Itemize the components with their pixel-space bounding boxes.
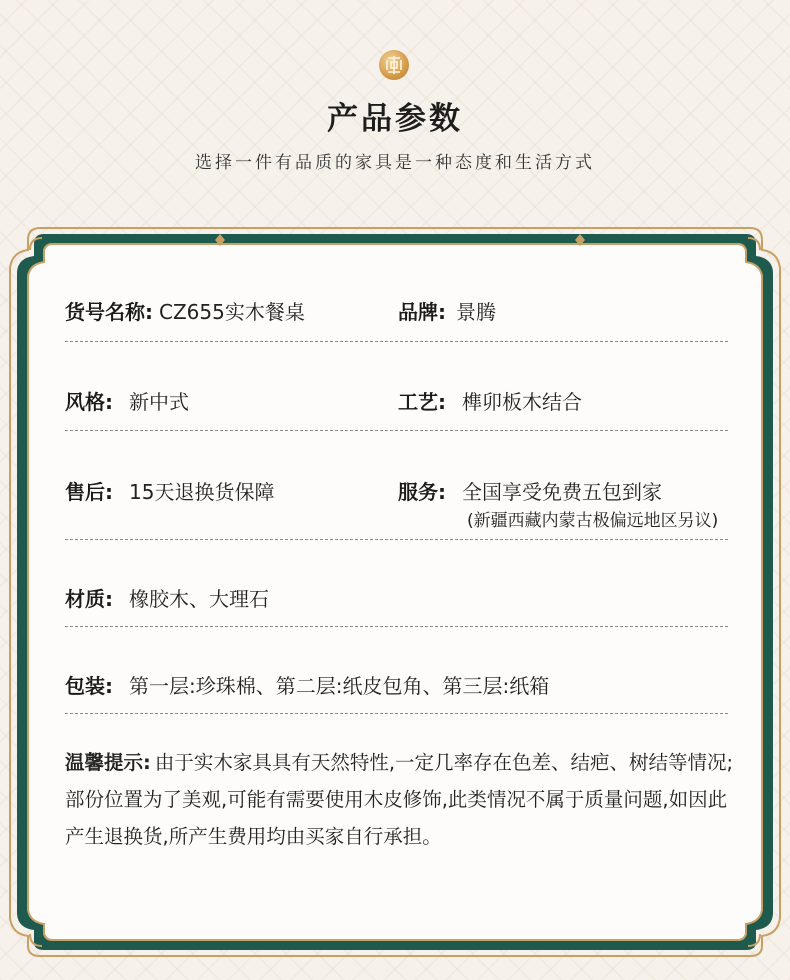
spec-material [65,583,269,612]
spec-label: 材质: [65,587,113,611]
spec-row [65,573,728,627]
spec-row [65,286,728,342]
spec-service-note: (新疆西藏内蒙古极偏远地区另议) [467,511,719,531]
spec-row [65,465,728,540]
spec-value: 新中式 [129,390,189,414]
spec-after-sales [65,476,274,505]
spec-value: 15天退换货保障 [129,480,275,504]
spec-label: 品牌: [398,300,446,324]
page-subtitle: 选择一件有品质的家具是一种态度和生活方式 [195,153,595,173]
spec-value: CZ655实木餐桌 [159,300,305,324]
spec-label: 售后: [65,480,113,504]
spec-row [65,660,728,714]
notice-label: 温馨提示: [65,751,151,774]
spec-brand [398,296,496,325]
spec-style [65,386,189,415]
spec-label: 风格: [65,390,113,414]
spec-row [65,376,728,431]
spec-value: 全国享受免费五包到家 [462,480,662,504]
spec-label: 服务: [398,480,446,504]
spec-packaging [65,670,549,699]
spec-service [398,476,662,505]
spec-item-no [65,296,305,325]
spec-value: 榫卯板木结合 [462,390,582,414]
page-title: 产品参数 [327,101,463,137]
spec-label: 货号名称: [65,300,153,324]
warm-notice [65,744,735,855]
spec-value: 第一层:珍珠棉、第二层:纸皮包角、第三层:纸箱 [129,674,550,698]
spec-value: 橡胶木、大理石 [129,587,269,611]
spec-label: 工艺: [398,390,446,414]
spec-value: 景腾 [456,300,496,324]
notice-text: 由于实木家具具有天然特性,一定几率存在色差、结疤、树结等情况;部份位置为了美观,可能有需要使用木皮修饰,此类情况不属于质量问题,如因此产生退换货,所产生费用均由买家自行承担。 [65,751,734,848]
spec-label: 包装: [65,674,113,698]
spec-craft [398,386,582,415]
